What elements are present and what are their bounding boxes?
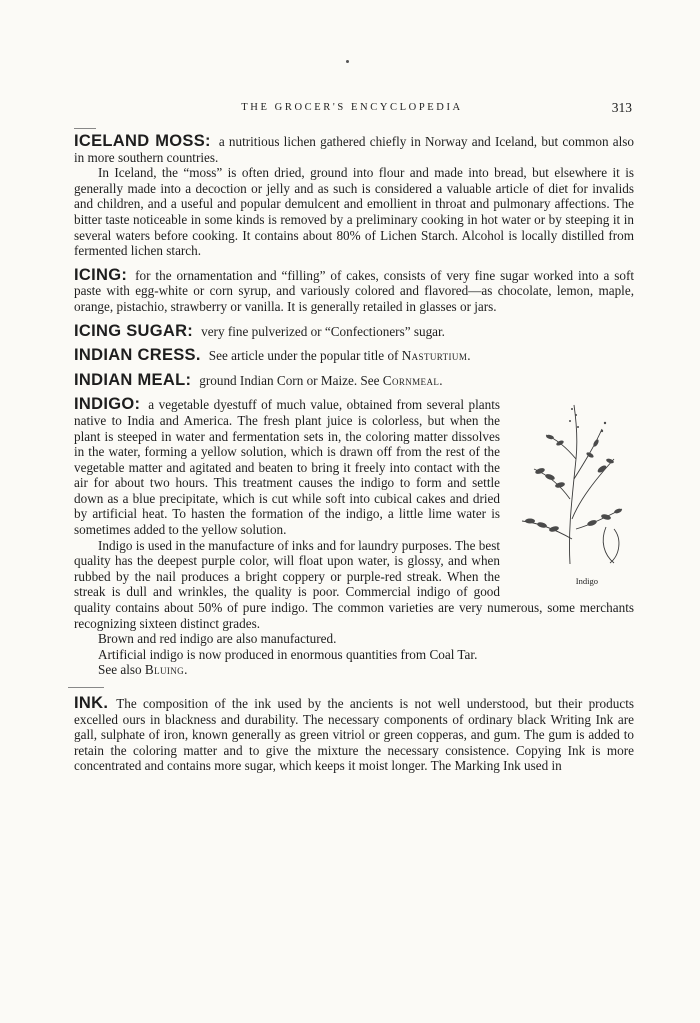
headword: INK. bbox=[74, 694, 109, 712]
entry-paragraph bbox=[74, 348, 634, 364]
entry-iceland-moss bbox=[74, 134, 634, 259]
entry-paragraph bbox=[74, 696, 634, 774]
page-number: 313 bbox=[611, 100, 632, 115]
definition-text: a nutritious lichen gathered chiefly in Norway and Iceland, but common also in more southern countries. bbox=[74, 134, 634, 165]
indigo-plant-drawing bbox=[510, 399, 638, 569]
entry-paragraph bbox=[74, 370, 634, 389]
entry-paragraph: Artificial indigo is now produced in enormous quantities from Coal Tar. bbox=[98, 646, 478, 662]
running-title: THE GROCER'S ENCYCLOPEDIA bbox=[241, 102, 463, 113]
definition-text: very fine pulverized or “Confectioners” sugar. bbox=[201, 323, 445, 339]
entry-indian-meal bbox=[74, 370, 634, 389]
page-body bbox=[74, 134, 634, 783]
running-head bbox=[72, 102, 632, 122]
definition-text: See article under the popular title of bbox=[208, 348, 399, 364]
definition-text: a vegetable dyestuff of much value, obtained from several plants native to India and America. The fresh plant juice is colorless, but when the plant is steeped in water and fermentation sets in, the coloring matter dissolves in the water, forming a yellow solution, which is drawn off from the rest of the vegetable matter and agitated and beaten to bring it freely into contact with the air for about two hours. This treatment causes the indigo to form and settle down as a blue precipitate, which is cut while soft into cubical cakes and dried by artificial heat. To hasten the formation of the indigo, a little lime water is sometimes added to the yellow solution. bbox=[74, 397, 500, 538]
entry-paragraph: Indigo is used in the manufacture of inks and for laundry purposes. The best quality has the deepest purple color, will float upon water, is glossy, and when rubbed by the nail produces a bright coppery or purple-red streak. When the streak is dull and wrinkles, the quality is poor. Commercial indigo of good quality contains about 50% of pure indigo. The common varieties are very numerous, some merchants recognizing sixteen distinct grades. bbox=[74, 537, 634, 631]
entry-ink bbox=[74, 696, 634, 774]
headword: INDIAN MEAL: bbox=[74, 370, 192, 389]
indigo-plant-illustration bbox=[510, 399, 638, 589]
entry-paragraph bbox=[74, 265, 634, 315]
entry-icing bbox=[74, 265, 634, 315]
entry-indian-cress bbox=[74, 348, 634, 364]
definition-text: for the ornamentation and “filling” of cakes, consists of very fine sugar worked into a soft paste with egg-white or corn syrup, and variously colored and flavored—as chocolate, lemon, maple, orange, pistachio, strawberry or vanilla. It is generally retailed in glasses or jars. bbox=[74, 267, 634, 314]
headword: ICING: bbox=[74, 265, 128, 284]
header-rule-mark bbox=[74, 128, 96, 129]
entry-paragraph bbox=[74, 134, 634, 165]
entry-paragraph: In Iceland, the “moss” is often dried, ground into flour and made into bread, but elsewhere it is generally made into a decoction or jelly and as such is considered a valuable article of diet for invalids and children, and a useful and popular demulcent and emollient in throat and pulmonary affections. The bitter taste noticeable in some kinds is removed by a preliminary cooking in hot water or by steeping it in several waters before cooking. It contains about 80% of Lichen Starch. Alcohol is locally distilled from fermented lichen starch. bbox=[74, 165, 634, 259]
figure-caption: Indigo bbox=[575, 575, 598, 586]
entry-paragraph bbox=[74, 662, 634, 678]
definition-text: ground Indian Corn or Maize. See bbox=[199, 372, 380, 388]
see-also-text: See also bbox=[98, 662, 142, 678]
entry-paragraph bbox=[74, 321, 634, 340]
headword: INDIGO: bbox=[74, 395, 141, 414]
entry-indigo bbox=[74, 397, 634, 678]
cross-reference: Nasturtium. bbox=[401, 348, 471, 364]
entry-icing-sugar bbox=[74, 321, 634, 340]
headword: INDIAN CRESS. bbox=[74, 346, 201, 365]
cross-reference: Bluing. bbox=[144, 662, 188, 678]
entry-paragraph: Brown and red indigo are also manufactured. bbox=[98, 631, 337, 647]
cross-reference: Cornmeal. bbox=[382, 372, 443, 388]
definition-text: The composition of the ink used by the ancients is not well understood, but their products excelled ours in blackness and durability. The necessary components of ordinary black Writing Ink are gall, sulphate of iron, known generally as green vitriol or green copperas, and gum. The gum is added to retain the coloring matter and to give the mixture the necessary consistence. Copying Ink is more concentrated and contains more sugar, which keeps it moist longer. The Marking Ink used in bbox=[74, 696, 634, 774]
section-rule-mark bbox=[68, 687, 104, 688]
headword: ICELAND MOSS: bbox=[74, 132, 211, 150]
print-speck bbox=[346, 60, 349, 63]
headword: ICING SUGAR: bbox=[74, 321, 194, 340]
